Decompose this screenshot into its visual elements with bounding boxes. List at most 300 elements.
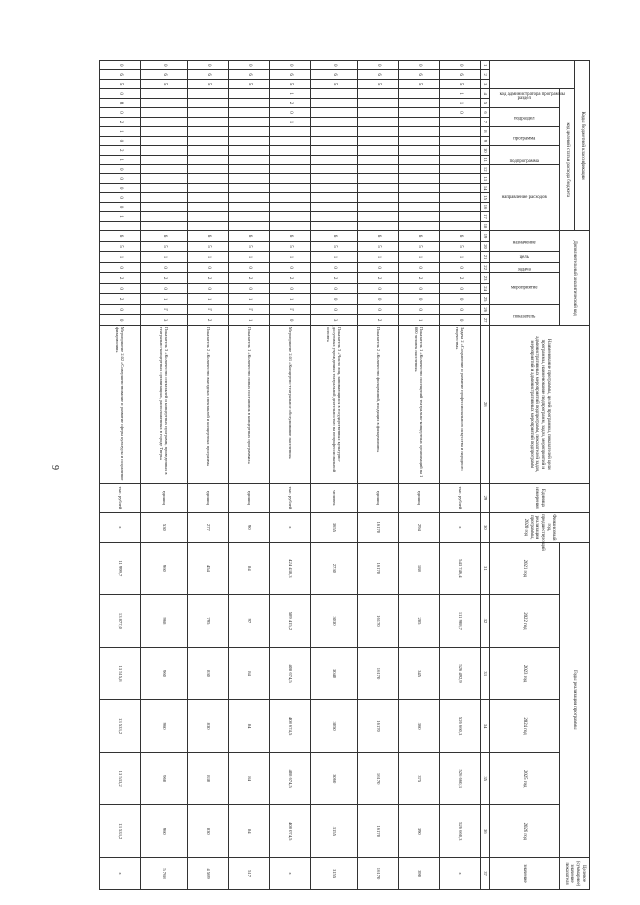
code-cell bbox=[141, 98, 188, 107]
code-cell bbox=[188, 221, 229, 231]
code-cell: 0 bbox=[358, 294, 399, 305]
code-cell bbox=[270, 193, 311, 202]
row-unit: единиц bbox=[141, 483, 188, 512]
code-cell: 0 bbox=[440, 262, 481, 273]
row-year-value: 960 bbox=[141, 700, 188, 753]
code-cell bbox=[440, 136, 481, 145]
code-cell: 0 bbox=[100, 164, 141, 173]
code-cell bbox=[270, 164, 311, 173]
code-cell bbox=[399, 127, 440, 136]
code-cell: 5 bbox=[188, 241, 229, 252]
code-cell: 2 bbox=[188, 315, 229, 326]
code-cell: 2 bbox=[358, 273, 399, 284]
code-cell: 5 bbox=[141, 241, 188, 252]
code-cell bbox=[358, 108, 399, 117]
code-cell bbox=[270, 136, 311, 145]
row-base-value: 90 bbox=[229, 513, 270, 542]
header-purpose: назначение bbox=[490, 231, 560, 252]
row-year-value: 3050 bbox=[311, 700, 358, 753]
code-cell bbox=[141, 174, 188, 183]
column-number: 21 bbox=[481, 252, 490, 263]
code-cell bbox=[188, 174, 229, 183]
code-cell: 0 bbox=[440, 304, 481, 315]
code-cell: 0 bbox=[440, 283, 481, 294]
row-unit: тыс. рублей bbox=[440, 483, 481, 512]
code-cell bbox=[311, 221, 358, 231]
column-number: 16 bbox=[481, 202, 490, 211]
code-cell bbox=[141, 164, 188, 173]
code-cell: 0 bbox=[100, 174, 141, 183]
code-cell: 1 bbox=[270, 117, 311, 126]
page-number: 9 bbox=[49, 465, 60, 470]
code-cell bbox=[188, 155, 229, 164]
code-cell: 0 bbox=[100, 193, 141, 202]
code-cell: 2 bbox=[440, 273, 481, 284]
row-year-value: 16170 bbox=[358, 700, 399, 753]
code-cell bbox=[270, 202, 311, 211]
code-cell: 1 bbox=[100, 127, 141, 136]
column-number: 6 bbox=[481, 108, 490, 117]
code-cell bbox=[399, 174, 440, 183]
column-number: 30 bbox=[481, 513, 490, 542]
row-unit: единиц bbox=[399, 483, 440, 512]
row-name: Показатель 2 «Количество филармоний, входящих в филармонию» bbox=[358, 325, 399, 483]
code-cell: 0 bbox=[358, 283, 399, 294]
row-year-value: 795 bbox=[188, 595, 229, 648]
code-cell: 2 bbox=[100, 146, 141, 155]
code-cell bbox=[188, 146, 229, 155]
code-cell bbox=[358, 98, 399, 107]
code-cell: Г bbox=[141, 304, 188, 315]
column-number: 9 bbox=[481, 136, 490, 145]
code-cell bbox=[188, 108, 229, 117]
row-target-value: 5 768 bbox=[141, 858, 188, 890]
code-cell: 1 bbox=[440, 252, 481, 263]
code-cell: 1 bbox=[141, 252, 188, 263]
code-cell bbox=[270, 212, 311, 221]
column-number: 2 bbox=[481, 70, 490, 79]
code-cell bbox=[141, 221, 188, 231]
code-cell: 5 bbox=[399, 79, 440, 88]
column-number: 20 bbox=[481, 241, 490, 252]
code-cell: 0 bbox=[399, 262, 440, 273]
code-cell bbox=[270, 155, 311, 164]
column-number: 24 bbox=[481, 283, 490, 294]
code-cell: 0 bbox=[100, 61, 141, 70]
row-year-value: 84 bbox=[229, 700, 270, 753]
code-cell: 6 bbox=[440, 231, 481, 242]
code-cell: 6 bbox=[440, 70, 481, 79]
row-year-value: 960 bbox=[141, 647, 188, 700]
row-base-value: 16170 bbox=[358, 513, 399, 542]
code-cell bbox=[440, 117, 481, 126]
code-cell: 6 bbox=[229, 231, 270, 242]
code-cell: 1 bbox=[229, 294, 270, 305]
row-year-value: 11 999,7 bbox=[100, 542, 141, 595]
code-cell bbox=[141, 136, 188, 145]
row-year-value: 589 415,2 bbox=[270, 595, 311, 648]
code-cell: 0 bbox=[399, 294, 440, 305]
row-year-value: 408 074,5 bbox=[270, 805, 311, 858]
code-cell: 1 bbox=[229, 252, 270, 263]
code-cell: 1 bbox=[311, 252, 358, 263]
code-cell bbox=[141, 193, 188, 202]
code-cell: 5 bbox=[229, 241, 270, 252]
code-cell: 1 bbox=[440, 89, 481, 98]
code-cell bbox=[311, 127, 358, 136]
code-cell: 6 bbox=[229, 70, 270, 79]
code-cell: 0 bbox=[100, 283, 141, 294]
code-cell bbox=[229, 193, 270, 202]
code-cell bbox=[358, 117, 399, 126]
row-year-value: 830 bbox=[188, 752, 229, 805]
row-target-value: 4 569 bbox=[188, 858, 229, 890]
code-cell: 0 bbox=[100, 304, 141, 315]
code-cell: 1 bbox=[399, 315, 440, 326]
code-cell bbox=[399, 183, 440, 192]
row-target-value: 390 bbox=[399, 858, 440, 890]
code-cell: 0 bbox=[188, 262, 229, 273]
code-cell bbox=[440, 221, 481, 231]
code-cell bbox=[311, 146, 358, 155]
column-number: 8 bbox=[481, 127, 490, 136]
column-number: 3 bbox=[481, 79, 490, 88]
row-year-value: 3040 bbox=[311, 647, 358, 700]
column-number: 4 bbox=[481, 89, 490, 98]
code-cell bbox=[188, 164, 229, 173]
code-cell: 1 bbox=[141, 294, 188, 305]
row-year-value: 408 674,5 bbox=[270, 647, 311, 700]
code-cell: 6 bbox=[358, 231, 399, 242]
code-cell bbox=[141, 183, 188, 192]
code-cell: 2 bbox=[270, 98, 311, 107]
row-year-value: 454 bbox=[188, 542, 229, 595]
row-year-value: 526 660,3 bbox=[440, 700, 481, 753]
header-year-2026: 2026 год bbox=[490, 805, 560, 858]
code-cell bbox=[440, 202, 481, 211]
code-cell bbox=[311, 117, 358, 126]
header-section: раздел bbox=[490, 89, 560, 108]
code-cell bbox=[100, 221, 141, 231]
row-year-value: 3030 bbox=[311, 595, 358, 648]
row-year-value: 84 bbox=[229, 752, 270, 805]
row-year-value: 97 bbox=[229, 595, 270, 648]
code-cell: 6 bbox=[399, 231, 440, 242]
code-cell: 6 bbox=[188, 70, 229, 79]
code-cell: 0 bbox=[270, 315, 311, 326]
header-year-2022: 2022 год bbox=[490, 595, 560, 648]
code-cell: 0 bbox=[229, 61, 270, 70]
column-number: 35 bbox=[481, 752, 490, 805]
row-target-value: 16170 bbox=[358, 858, 399, 890]
row-base-value: x bbox=[440, 513, 481, 542]
row-year-value: 13 515,8 bbox=[100, 647, 141, 700]
row-year-value: 16170 bbox=[358, 647, 399, 700]
header-measure: мероприятие bbox=[490, 273, 560, 305]
row-target-value: x bbox=[100, 858, 141, 890]
row-base-value: x bbox=[100, 513, 141, 542]
code-cell: 2 bbox=[100, 294, 141, 305]
code-cell: 5 bbox=[311, 79, 358, 88]
code-cell bbox=[440, 164, 481, 173]
code-cell bbox=[270, 183, 311, 192]
row-unit: единиц bbox=[188, 483, 229, 512]
table-row bbox=[229, 61, 270, 890]
row-target-value: x bbox=[440, 858, 481, 890]
code-cell: 3 bbox=[311, 315, 358, 326]
code-cell: 2 bbox=[100, 117, 141, 126]
code-cell: 0 bbox=[311, 283, 358, 294]
row-year-value: 526 660,3 bbox=[440, 752, 481, 805]
code-cell: 0 bbox=[358, 304, 399, 315]
code-cell: 0 bbox=[311, 262, 358, 273]
code-cell bbox=[311, 164, 358, 173]
code-cell bbox=[440, 193, 481, 202]
row-name: Мероприятие 2.02 «Совершенствование и развитие сферы культуры и сохранение филармонии» bbox=[100, 325, 141, 483]
code-cell bbox=[399, 89, 440, 98]
code-cell: 5 bbox=[311, 241, 358, 252]
row-year-value: 3155 bbox=[311, 805, 358, 858]
column-number: 27 bbox=[481, 315, 490, 326]
header-year-2025: 2025 год bbox=[490, 752, 560, 805]
column-number: 12 bbox=[481, 164, 490, 173]
header-indicator: показатель bbox=[490, 304, 560, 325]
row-year-value: 526 492,9 bbox=[440, 647, 481, 700]
code-cell: 1 bbox=[100, 252, 141, 263]
code-cell bbox=[270, 146, 311, 155]
header-extra-code: Дополнительный аналитический код bbox=[560, 231, 590, 326]
code-cell bbox=[358, 164, 399, 173]
code-cell: 2 bbox=[311, 273, 358, 284]
code-cell bbox=[229, 146, 270, 155]
code-cell: 5 bbox=[100, 79, 141, 88]
row-name: Показатель 1 «Количество новых постановок в концертных программах» bbox=[229, 325, 270, 483]
code-cell bbox=[270, 174, 311, 183]
row-name: Показатель 1 «Количество посещений театрально-концертных организаций на 1 000 человек населения» bbox=[399, 325, 440, 483]
table-row bbox=[399, 61, 440, 890]
row-unit: тыс. рублей bbox=[100, 483, 141, 512]
code-cell bbox=[229, 183, 270, 192]
code-cell bbox=[358, 136, 399, 145]
code-cell: 6 bbox=[141, 231, 188, 242]
row-year-value: 424 438,3 bbox=[270, 542, 311, 595]
code-cell: 0 bbox=[100, 202, 141, 211]
code-cell: 1 bbox=[188, 252, 229, 263]
code-cell bbox=[358, 183, 399, 192]
row-year-value: 13 533,2 bbox=[100, 700, 141, 753]
code-cell: 5 bbox=[358, 79, 399, 88]
code-cell bbox=[358, 127, 399, 136]
code-cell bbox=[399, 193, 440, 202]
code-cell bbox=[229, 212, 270, 221]
table-row bbox=[440, 61, 481, 890]
code-cell bbox=[440, 183, 481, 192]
code-cell: 5 bbox=[358, 241, 399, 252]
header-subsection: подраздел bbox=[490, 108, 560, 127]
header-name: Наименование программы, целей программы, показателей цели программы, наименование подпрограмм, задач, мероприятий и административных мероприятий подпрограмм, показателей задач, мероприятий и административных мероприятий подпрограмм bbox=[490, 325, 590, 483]
row-name: Мероприятие 2.01 «Концертно-театральное обслуживание населения» bbox=[270, 325, 311, 483]
row-year-value: 16170 bbox=[358, 752, 399, 805]
code-cell bbox=[188, 183, 229, 192]
row-year-value: 830 bbox=[188, 805, 229, 858]
code-cell: 5 bbox=[100, 241, 141, 252]
row-year-value: 16170 bbox=[358, 805, 399, 858]
code-cell: 0 bbox=[188, 61, 229, 70]
header-target-value: значение bbox=[490, 858, 560, 890]
program-table bbox=[99, 60, 590, 890]
code-cell: Г bbox=[188, 304, 229, 315]
code-cell bbox=[229, 164, 270, 173]
row-year-value: 360 bbox=[399, 700, 440, 753]
code-cell bbox=[311, 98, 358, 107]
code-cell: 5 bbox=[270, 79, 311, 88]
code-cell: 5 bbox=[440, 241, 481, 252]
code-cell bbox=[141, 146, 188, 155]
code-cell: 0 bbox=[358, 61, 399, 70]
row-year-value: 830 bbox=[188, 700, 229, 753]
code-cell bbox=[188, 193, 229, 202]
header-admin-code: код администратора программы bbox=[490, 61, 575, 89]
row-year-value: 16170 bbox=[358, 542, 399, 595]
code-cell bbox=[311, 183, 358, 192]
code-cell: 0 bbox=[270, 108, 311, 117]
code-cell bbox=[399, 212, 440, 221]
code-cell bbox=[358, 221, 399, 231]
code-cell: 6 bbox=[270, 70, 311, 79]
column-number: 23 bbox=[481, 273, 490, 284]
code-cell bbox=[358, 174, 399, 183]
column-number: 28 bbox=[481, 325, 490, 483]
code-cell bbox=[141, 155, 188, 164]
column-number: 25 bbox=[481, 294, 490, 305]
code-cell bbox=[229, 89, 270, 98]
code-cell bbox=[399, 221, 440, 231]
column-number: 17 bbox=[481, 212, 490, 221]
code-cell: 6 bbox=[270, 231, 311, 242]
code-cell bbox=[440, 155, 481, 164]
row-year-value: 285 bbox=[399, 595, 440, 648]
code-cell bbox=[399, 146, 440, 155]
code-cell: 1 bbox=[188, 294, 229, 305]
code-cell: 6 bbox=[311, 70, 358, 79]
code-cell: 1 bbox=[358, 252, 399, 263]
code-cell: 3 bbox=[141, 315, 188, 326]
code-cell: 0 bbox=[100, 108, 141, 117]
header-direction: направление расходов bbox=[490, 164, 560, 230]
row-year-value: 84 bbox=[229, 805, 270, 858]
code-cell bbox=[311, 155, 358, 164]
code-cell: 0 bbox=[100, 183, 141, 192]
code-cell: 0 bbox=[311, 294, 358, 305]
header-years-title: Годы реализации программы bbox=[560, 542, 590, 858]
row-year-value: 188 bbox=[399, 542, 440, 595]
header-unit: Единица измерения bbox=[490, 483, 590, 512]
code-cell: Г bbox=[270, 304, 311, 315]
code-cell: 0 bbox=[399, 61, 440, 70]
code-cell: 0 bbox=[100, 89, 141, 98]
code-cell: 0 bbox=[229, 262, 270, 273]
row-name: Показатель 3 «Число лиц, занимающихся в государственных культурно-досуговых учреждениях театральной деятельностью на непрофессиональной основе» bbox=[311, 325, 358, 483]
code-cell bbox=[311, 212, 358, 221]
code-cell: 2 bbox=[188, 273, 229, 284]
column-number: 19 bbox=[481, 231, 490, 242]
code-cell: 6 bbox=[100, 231, 141, 242]
code-cell bbox=[229, 136, 270, 145]
code-cell bbox=[188, 136, 229, 145]
code-cell: 6 bbox=[358, 70, 399, 79]
code-cell bbox=[141, 108, 188, 117]
code-cell bbox=[399, 108, 440, 117]
code-cell bbox=[229, 174, 270, 183]
code-cell: 2 bbox=[229, 273, 270, 284]
code-cell bbox=[270, 127, 311, 136]
code-cell: 0 bbox=[229, 283, 270, 294]
header-task: задача bbox=[490, 262, 560, 273]
row-year-value: 968 bbox=[141, 595, 188, 648]
code-cell: 0 bbox=[100, 136, 141, 145]
row-year-value: 13 533,2 bbox=[100, 752, 141, 805]
column-number: 29 bbox=[481, 483, 490, 512]
column-number-row bbox=[481, 61, 490, 890]
code-cell: 2 bbox=[358, 315, 399, 326]
code-cell: 0 bbox=[188, 283, 229, 294]
code-cell bbox=[399, 202, 440, 211]
code-cell: 0 bbox=[311, 61, 358, 70]
row-unit: человек bbox=[311, 483, 358, 512]
code-cell: 1 bbox=[100, 155, 141, 164]
column-number: 37 bbox=[481, 858, 490, 890]
table-row bbox=[270, 61, 311, 890]
row-base-value: 530 bbox=[141, 513, 188, 542]
code-cell bbox=[311, 89, 358, 98]
column-number: 33 bbox=[481, 647, 490, 700]
header-subprogram: подпрограмма bbox=[490, 146, 560, 165]
header-budget-codes-sub: код целевой статьи расхода бюджета bbox=[560, 89, 575, 231]
code-cell: 0 bbox=[141, 61, 188, 70]
code-cell: 0 bbox=[399, 283, 440, 294]
row-year-value: 408 674,5 bbox=[270, 752, 311, 805]
code-cell bbox=[141, 127, 188, 136]
row-base-value: x bbox=[270, 513, 311, 542]
row-base-value: 3655 bbox=[311, 513, 358, 542]
code-cell bbox=[141, 117, 188, 126]
column-number: 22 bbox=[481, 262, 490, 273]
code-cell: 2 bbox=[100, 273, 141, 284]
row-year-value: 111 908,7 bbox=[440, 595, 481, 648]
code-cell: 6 bbox=[100, 70, 141, 79]
code-cell: 1 bbox=[270, 252, 311, 263]
code-cell bbox=[229, 98, 270, 107]
code-cell: 8 bbox=[100, 98, 141, 107]
row-year-value: 408 674,5 bbox=[270, 700, 311, 753]
row-year-value: 390 bbox=[399, 805, 440, 858]
code-cell bbox=[229, 202, 270, 211]
row-year-value: 960 bbox=[141, 752, 188, 805]
code-cell bbox=[399, 117, 440, 126]
header-budget-codes: Коды бюджетной классификации bbox=[575, 61, 590, 231]
code-cell: 1 bbox=[270, 294, 311, 305]
code-cell bbox=[358, 202, 399, 211]
row-year-value: 13 877,0 bbox=[100, 595, 141, 648]
code-cell bbox=[141, 212, 188, 221]
code-cell: 0 bbox=[100, 315, 141, 326]
code-cell: 1 bbox=[229, 315, 270, 326]
row-year-value: 526 660,3 bbox=[440, 805, 481, 858]
code-cell bbox=[141, 89, 188, 98]
row-year-value: 2730 bbox=[311, 542, 358, 595]
column-number: 34 bbox=[481, 700, 490, 753]
column-number: 32 bbox=[481, 595, 490, 648]
